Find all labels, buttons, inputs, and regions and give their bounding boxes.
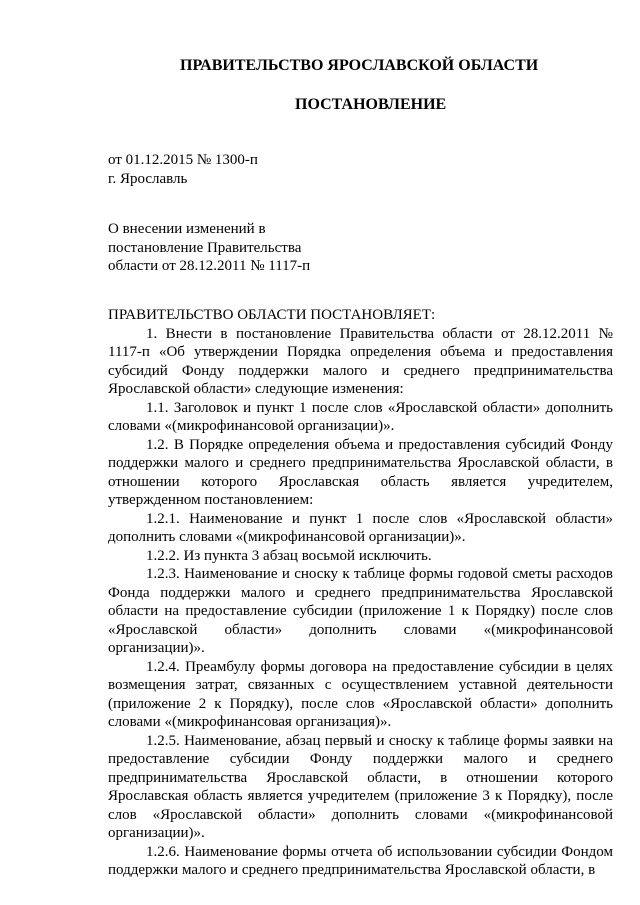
document-subject <box>108 220 310 276</box>
paragraph-1-2-1: 1.2.1. Наименование и пункт 1 после слов «Ярославской области» дополнить словами «(микрофинансовой организации)». <box>108 510 613 545</box>
paragraph-1-2-2: 1.2.2. Из пункта 3 абзац восьмой исключить. <box>146 547 432 564</box>
paragraph-1-2-5: 1.2.5. Наименование, абзац первый и сноску к таблице формы заявки на предоставление субсидии Фонду поддержки малого и среднего предпринимательства Ярославской области, в отношении которого Ярославская область является учредителем (приложение 3 к Порядку), после слов «Ярославской области» дополнить словами «(микрофинансовой организации)». <box>108 732 613 841</box>
paragraph-1-1: 1.1. Заголовок и пункт 1 после слов «Ярославской области» дополнить словами «(микрофинансовой организации)». <box>108 399 613 434</box>
government-title: ПРАВИТЕЛЬСТВО ЯРОСЛАВСКОЙ ОБЛАСТИ <box>180 57 539 74</box>
paragraph-1-2-4: 1.2.4. Преамбулу формы договора на предоставление субсидии в целях возмещения затрат, связанных с осуществлением уставной деятельности (приложение 2 к Порядку), после слов «Ярославской области» дополнить словами «(микрофинансовая организация)». <box>108 658 613 730</box>
date-number: от 01.12.2015 № 1300-п <box>108 152 258 168</box>
preamble: ПРАВИТЕЛЬСТВО ОБЛАСТИ ПОСТАНОВЛЯЕТ: <box>108 307 436 323</box>
subject-line: постановление Правительства <box>108 239 302 256</box>
paragraph-1-2-3: 1.2.3. Наименование и сноску к таблице формы годовой сметы расходов Фонда поддержки малого и среднего предпринимательства Ярославской области на предоставление субсидии (приложение 1 к Порядку) после слов «Ярославской области» дополнить словами «(микрофинансовой организации)». <box>108 566 613 656</box>
document-body <box>108 306 613 880</box>
subject-line: О внесении изменений в <box>108 221 266 237</box>
city: г. Ярославль <box>108 170 188 187</box>
document-kind-title: ПОСТАНОВЛЕНИЕ <box>295 96 447 113</box>
paragraph-1-2-6: 1.2.6. Наименование формы отчета об использовании субсидии Фондом поддержки малого и среднего предпринимательства Ярославской области, в <box>108 843 613 878</box>
subject-line: области от 28.12.2011 № 1117-п <box>108 258 311 274</box>
paragraph-1-2: 1.2. В Порядке определения объема и предоставления субсидий Фонду поддержки малого и среднего предпринимательства Ярославской области, в отношении которого Ярославская область является учредителем, утвержденном постановлением: <box>108 436 613 508</box>
document-meta <box>108 151 258 188</box>
paragraph-1: 1. Внести в постановление Правительства области от 28.12.2011 № 1117-п «Об утверждении Порядка определения объема и предоставления субсидий Фонду поддержки малого и среднего предпринимательства Ярославской области» следующие изменения: <box>108 325 613 397</box>
